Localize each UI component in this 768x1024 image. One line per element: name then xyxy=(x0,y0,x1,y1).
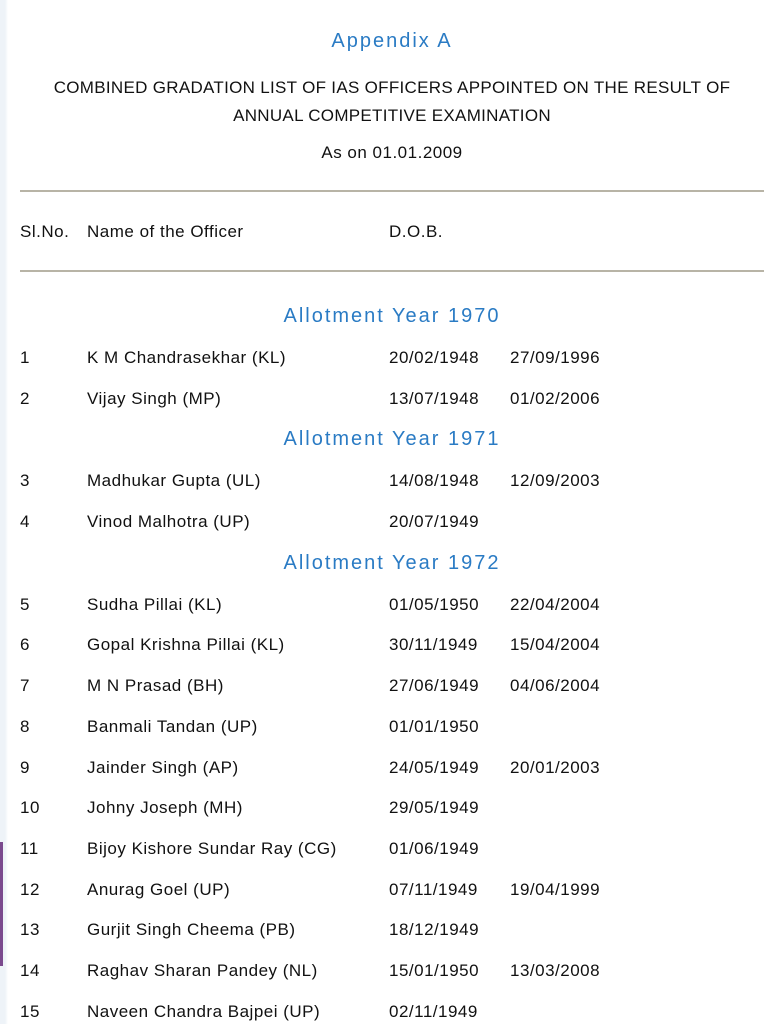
heading-line-2: ANNUAL COMPETITIVE EXAMINATION xyxy=(233,106,551,125)
officer-name: Bijoy Kishore Sundar Ray (CG) xyxy=(87,838,337,858)
date-of-birth: 02/11/1949 xyxy=(389,1001,478,1021)
officer-row xyxy=(20,501,764,542)
officer-name: Naveen Chandra Bajpei (UP) xyxy=(87,1001,321,1021)
serial-number: 14 xyxy=(20,960,40,980)
officer-name: Vijay Singh (MP) xyxy=(87,388,222,408)
second-date: 27/09/1996 xyxy=(510,348,601,367)
second-date: 20/01/2003 xyxy=(510,757,601,777)
officer-row xyxy=(20,747,764,788)
date-of-birth: 20/02/1948 xyxy=(389,348,480,367)
serial-number: 7 xyxy=(20,676,30,696)
officer-name: M N Prasad (BH) xyxy=(87,676,224,696)
serial-number: 6 xyxy=(20,635,30,655)
date-of-birth: 01/05/1950 xyxy=(389,594,480,614)
heading-line-1: COMBINED GRADATION LIST OF IAS OFFICERS APPOINTED ON THE RESULT OF xyxy=(53,78,731,97)
column-header-name: Name of the Officer xyxy=(87,222,244,241)
serial-number: 15 xyxy=(20,1001,40,1021)
date-of-birth: 07/11/1949 xyxy=(389,879,478,899)
serial-number: 4 xyxy=(20,512,30,532)
allotment-year-heading: Allotment Year 1971 xyxy=(283,428,501,451)
officer-name: Sudha Pillai (KL) xyxy=(87,594,223,614)
date-of-birth: 18/12/1949 xyxy=(389,920,480,940)
serial-number: 11 xyxy=(20,838,39,858)
officer-row xyxy=(20,991,764,1024)
officer-row xyxy=(20,869,764,910)
allotment-year-heading: Allotment Year 1970 xyxy=(283,305,501,327)
date-of-birth: 01/01/1950 xyxy=(389,716,480,736)
serial-number: 5 xyxy=(20,594,30,614)
officer-row xyxy=(20,624,764,665)
officer-name: Gopal Krishna Pillai (KL) xyxy=(87,635,285,655)
as-on-date: As on 01.01.2009 xyxy=(321,143,463,162)
officer-row xyxy=(20,706,764,747)
serial-number: 10 xyxy=(20,798,40,818)
officer-name: K M Chandrasekhar (KL) xyxy=(87,348,287,367)
officer-row xyxy=(20,787,764,828)
appendix-title: Appendix A xyxy=(331,30,453,52)
officer-name: Johny Joseph (MH) xyxy=(87,798,243,818)
date-of-birth: 15/01/1950 xyxy=(389,960,480,980)
date-of-birth: 13/07/1948 xyxy=(389,388,480,408)
officer-row xyxy=(20,665,764,706)
date-of-birth: 20/07/1949 xyxy=(389,512,480,532)
second-date: 12/09/2003 xyxy=(510,471,601,491)
second-date: 04/06/2004 xyxy=(510,676,601,696)
officer-row xyxy=(20,337,764,378)
serial-number: 12 xyxy=(20,879,40,899)
column-header-sl-no: Sl.No. xyxy=(20,222,70,241)
serial-number: 8 xyxy=(20,716,30,736)
document-heading xyxy=(20,74,764,130)
officer-name: Jainder Singh (AP) xyxy=(87,757,239,777)
second-date: 01/02/2006 xyxy=(510,388,601,408)
officer-name: Raghav Sharan Pandey (NL) xyxy=(87,960,318,980)
date-of-birth: 14/08/1948 xyxy=(389,471,480,491)
left-edge-accent xyxy=(0,842,3,966)
date-of-birth: 30/11/1949 xyxy=(389,635,478,655)
officer-row xyxy=(20,584,764,625)
divider-top xyxy=(20,190,764,192)
date-of-birth: 29/05/1949 xyxy=(389,798,480,818)
gradation-list xyxy=(20,295,764,1024)
date-of-birth: 27/06/1949 xyxy=(389,676,480,696)
second-date: 19/04/1999 xyxy=(510,879,601,899)
date-of-birth: 01/06/1949 xyxy=(389,838,480,858)
second-date: 13/03/2008 xyxy=(510,960,601,980)
date-of-birth: 24/05/1949 xyxy=(389,757,480,777)
officer-name: Madhukar Gupta (UL) xyxy=(87,471,261,491)
officer-row xyxy=(20,828,764,869)
serial-number: 3 xyxy=(20,471,30,491)
officer-name: Gurjit Singh Cheema (PB) xyxy=(87,920,296,940)
column-header-dob: D.O.B. xyxy=(389,222,444,241)
officer-row xyxy=(20,950,764,991)
serial-number: 9 xyxy=(20,757,30,777)
serial-number: 2 xyxy=(20,388,30,408)
second-date: 15/04/2004 xyxy=(510,635,601,655)
officer-name: Anurag Goel (UP) xyxy=(87,879,231,899)
officer-name: Vinod Malhotra (UP) xyxy=(87,512,251,532)
divider-bottom xyxy=(20,270,764,272)
officer-row xyxy=(20,460,764,501)
serial-number: 13 xyxy=(20,920,40,940)
second-date: 22/04/2004 xyxy=(510,594,601,614)
officer-row xyxy=(20,378,764,419)
serial-number: 1 xyxy=(20,348,30,367)
officer-row xyxy=(20,909,764,950)
allotment-year-heading: Allotment Year 1972 xyxy=(283,551,501,574)
officer-name: Banmali Tandan (UP) xyxy=(87,716,258,736)
